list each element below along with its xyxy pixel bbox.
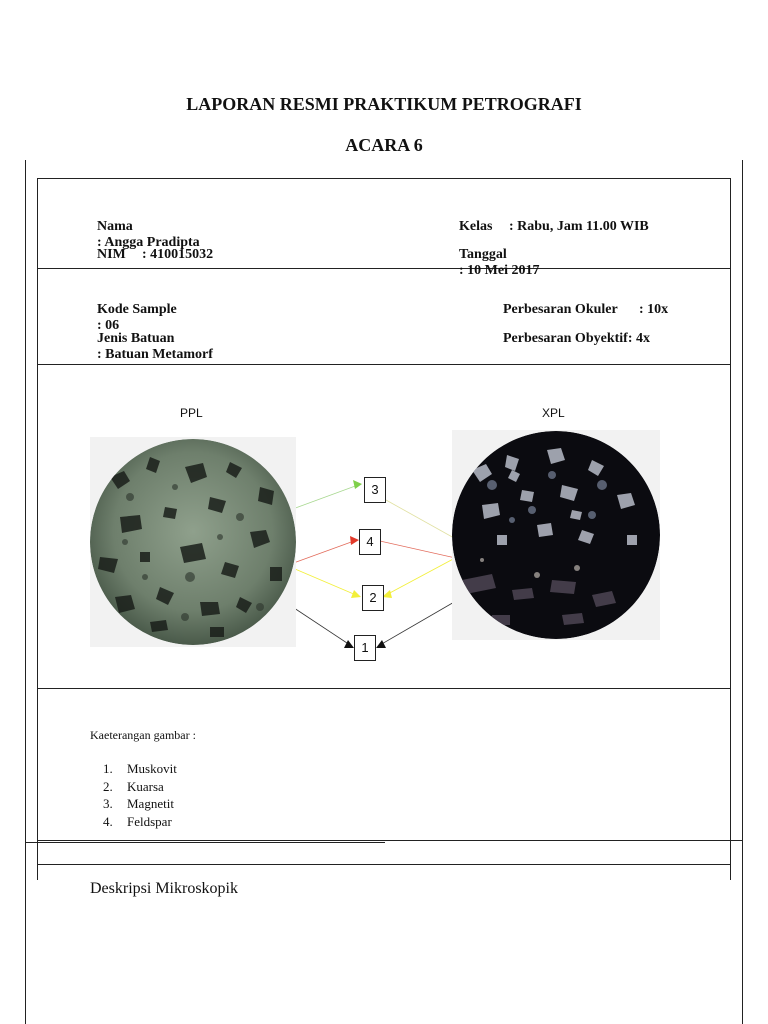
legend-item: [103, 778, 177, 796]
legend-item-name: Magnetit: [127, 796, 174, 811]
arrowhead-1-left: [344, 640, 354, 648]
arrowhead-2-left: [351, 590, 361, 598]
legend-item-name: Kuarsa: [127, 778, 164, 794]
legend-item-name: Muskovit: [127, 761, 177, 776]
xpl-caption: XPL: [542, 406, 565, 420]
tanggal-value: : 10 Mei 2017: [459, 263, 540, 278]
marker-box-2: 2: [362, 585, 384, 611]
connector-4-left: [288, 541, 354, 565]
kode-sample-label: Kode Sample: [97, 302, 177, 317]
connector-2-left: [288, 566, 356, 595]
kelas-label: Kelas: [459, 219, 493, 234]
legend-item: [103, 813, 177, 831]
kelas-value: : Rabu, Jam 11.00 WIB: [509, 219, 649, 234]
ppl-micrograph: [90, 437, 296, 647]
marker-box-3: 3: [364, 477, 386, 503]
legend-item-number: 4.: [103, 813, 113, 829]
ppl-caption: PPL: [180, 406, 203, 420]
jenis-batuan-label: Jenis Batuan: [97, 331, 175, 346]
kode-sample-value: : 06: [97, 318, 120, 333]
jenis-batuan-value: : Batuan Metamorf: [97, 347, 213, 362]
perbesaran-obyektif-value: : 4x: [627, 331, 650, 346]
arrowhead-4-left: [350, 536, 359, 545]
marker-box-4: 4: [359, 529, 381, 555]
legend-item-name: Feldspar: [127, 813, 172, 829]
legend-item: [103, 795, 177, 813]
perbesaran-okuler-label: Perbesaran Okuler: [503, 302, 618, 317]
xpl-micrograph: [452, 430, 660, 640]
report-subtitle: ACARA 6: [345, 135, 423, 155]
connector-3-left: [290, 485, 358, 510]
nama-label: Nama: [97, 219, 133, 234]
legend-title: Kaeterangan gambar :: [90, 728, 196, 742]
arrowhead-3-left: [353, 480, 362, 489]
arrowhead-1-right: [376, 640, 386, 648]
legend-item-number: 3.: [103, 796, 113, 811]
legend-item-number: 1.: [103, 761, 113, 776]
nim-value: : 410015032: [142, 247, 214, 262]
legend-list: [103, 760, 177, 830]
nama-value: : Angga Pradipta: [97, 235, 200, 250]
report-title: LAPORAN RESMI PRAKTIKUM PETROGRAFI: [186, 94, 582, 114]
description-heading: Deskripsi Mikroskopik: [90, 880, 238, 897]
tanggal-label: Tanggal: [459, 247, 507, 262]
nim-label: NIM: [97, 247, 126, 262]
perbesaran-obyektif-label: Perbesaran Obyektif: [503, 331, 628, 346]
legend-item: [103, 760, 177, 778]
legend-item-number: 2.: [103, 778, 113, 794]
marker-box-1: 1: [354, 635, 376, 661]
perbesaran-okuler-value: : 10x: [639, 302, 669, 317]
